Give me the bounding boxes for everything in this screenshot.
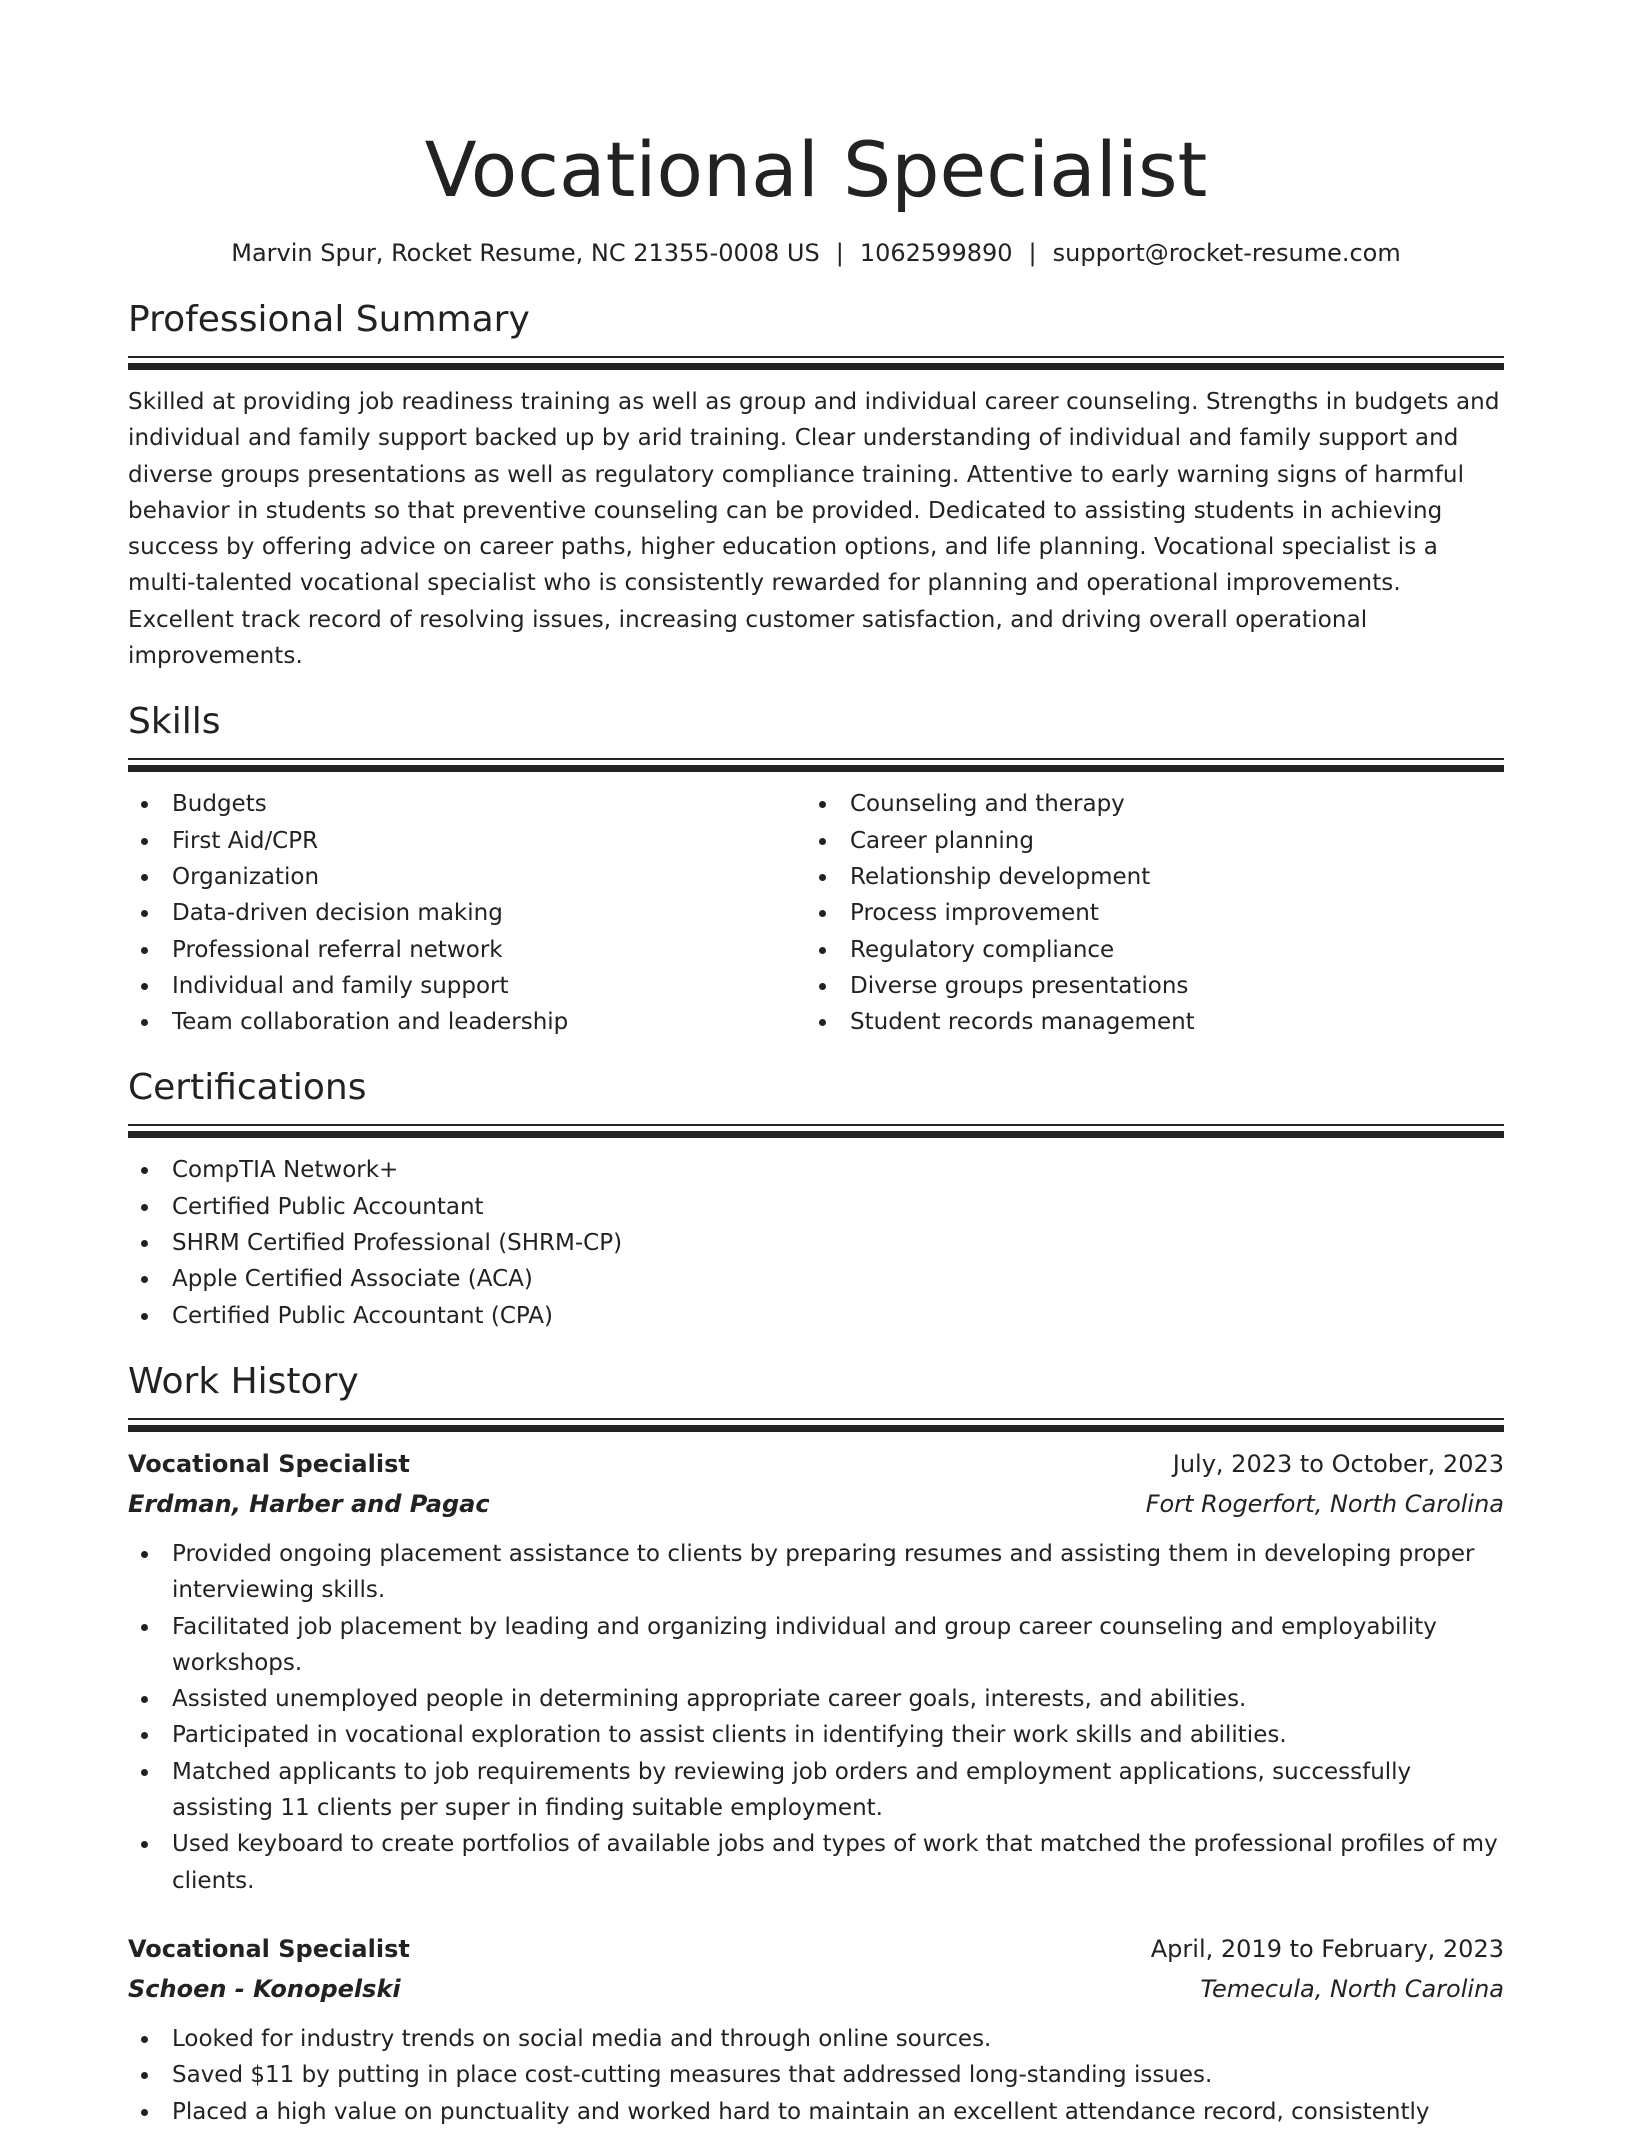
job-bullet: Facilitated job placement by leading and organizing individual and group career counseling and employability workshops. [128, 1609, 1504, 1682]
job-bullets [128, 2021, 1504, 2130]
job-header-row [128, 1444, 1504, 1484]
certification-item: Certified Public Accountant [128, 1189, 1504, 1225]
job-dates: July, 2023 to October, 2023 [1172, 1449, 1504, 1478]
certification-item: Certified Public Accountant (CPA) [128, 1298, 1504, 1334]
skill-item: Career planning [806, 823, 1484, 859]
skills-column-left [128, 786, 806, 1040]
certifications-list [128, 1152, 1504, 1333]
certification-item: SHRM Certified Professional (SHRM-CP) [128, 1225, 1504, 1261]
skill-item: Process improvement [806, 895, 1484, 931]
skill-item: Organization [128, 859, 806, 895]
section-heading-certifications: Certifications [128, 1067, 367, 1109]
section-heading-skills: Skills [128, 701, 221, 743]
contact-address: Marvin Spur, Rocket Resume, NC 21355-0008 US [231, 239, 820, 267]
job-title: Vocational Specialist [128, 1934, 410, 1963]
job-bullet: Looked for industry trends on social media and through online sources. [128, 2021, 1504, 2057]
certification-item: CompTIA Network+ [128, 1152, 1504, 1188]
skill-item: Student records management [806, 1004, 1484, 1040]
job-bullet: Provided ongoing placement assistance to clients by preparing resumes and assisting them in developing proper interviewing skills. [128, 1536, 1504, 1609]
contact-line [128, 236, 1504, 270]
skill-item: Professional referral network [128, 932, 806, 968]
section-divider [128, 1124, 1504, 1138]
certification-item: Apple Certified Associate (ACA) [128, 1261, 1504, 1297]
skill-item: Individual and family support [128, 968, 806, 1004]
job-bullet: Matched applicants to job requirements by reviewing job orders and employment applications, successfully assisting 11 clients per super in finding suitable employment. [128, 1754, 1504, 1827]
contact-separator: | [835, 239, 844, 267]
job-entry [128, 1929, 1504, 2130]
skills-section [128, 698, 1504, 1040]
skill-item: First Aid/CPR [128, 823, 806, 859]
job-bullet: Used keyboard to create portfolios of available jobs and types of work that matched the professional profiles of my clients. [128, 1826, 1504, 1899]
section-heading-work-history: Work History [128, 1360, 359, 1402]
resume-title: Vocational Specialist [424, 125, 1208, 214]
job-location: Fort Rogerfort, North Carolina [1145, 1489, 1504, 1518]
job-bullets [128, 1536, 1504, 1899]
contact-phone: 1062599890 [859, 239, 1013, 267]
certifications-section [128, 1064, 1504, 1333]
job-subheader-row [128, 1484, 1504, 1524]
skill-item: Diverse groups presentations [806, 968, 1484, 1004]
work-history-section [128, 1358, 1504, 2130]
skill-item: Budgets [128, 786, 806, 822]
skill-item: Regulatory compliance [806, 932, 1484, 968]
job-bullet: Assisted unemployed people in determining appropriate career goals, interests, and abilities. [128, 1681, 1504, 1717]
job-company: Erdman, Harber and Pagac [128, 1489, 490, 1518]
section-divider [128, 1418, 1504, 1432]
job-entry [128, 1444, 1504, 1899]
resume-page [128, 0, 1504, 2130]
skills-column-right [806, 786, 1484, 1040]
skill-item: Data-driven decision making [128, 895, 806, 931]
section-divider [128, 356, 1504, 370]
contact-email: support@rocket-resume.com [1052, 239, 1401, 267]
job-header-row [128, 1929, 1504, 1969]
skills-grid [128, 786, 1504, 1040]
section-heading-summary: Professional Summary [128, 299, 530, 340]
job-location: Temecula, North Carolina [1200, 1974, 1504, 2003]
summary-section [128, 296, 1504, 674]
job-subheader-row [128, 1969, 1504, 2009]
job-bullet: Saved $11 by putting in place cost-cutting measures that addressed long-standing issues. [128, 2057, 1504, 2093]
summary-text: Skilled at providing job readiness training as well as group and individual career counseling. Strengths in budgets and individual and family support backed up by arid training. Clear understanding of individual and family support and diverse groups presentations as well as regulatory compliance training. Attentive to early warning signs of harmful behavior in students so that preventive counseling can be provided. Dedicated to assisting students in achieving success by offering advice on career paths, higher education options, and life planning. Vocational specialist is a multi-talented vocational specialist who is consistently rewarded for planning and operational improvements. Excellent track record of resolving issues, increasing customer satisfaction, and driving overall operational improvements. [128, 389, 1500, 670]
job-bullet: Placed a high value on punctuality and worked hard to maintain an excellent attendance record, consistently [128, 2094, 1504, 2130]
section-divider [128, 758, 1504, 772]
skill-item: Counseling and therapy [806, 786, 1484, 822]
contact-separator: | [1028, 239, 1037, 267]
job-bullet: Participated in vocational exploration to assist clients in identifying their work skills and abilities. [128, 1717, 1504, 1753]
job-company: Schoen - Konopelski [128, 1974, 401, 2003]
skill-item: Team collaboration and leadership [128, 1004, 806, 1040]
job-title: Vocational Specialist [128, 1449, 410, 1478]
skill-item: Relationship development [806, 859, 1484, 895]
job-dates: April, 2019 to February, 2023 [1150, 1934, 1504, 1963]
